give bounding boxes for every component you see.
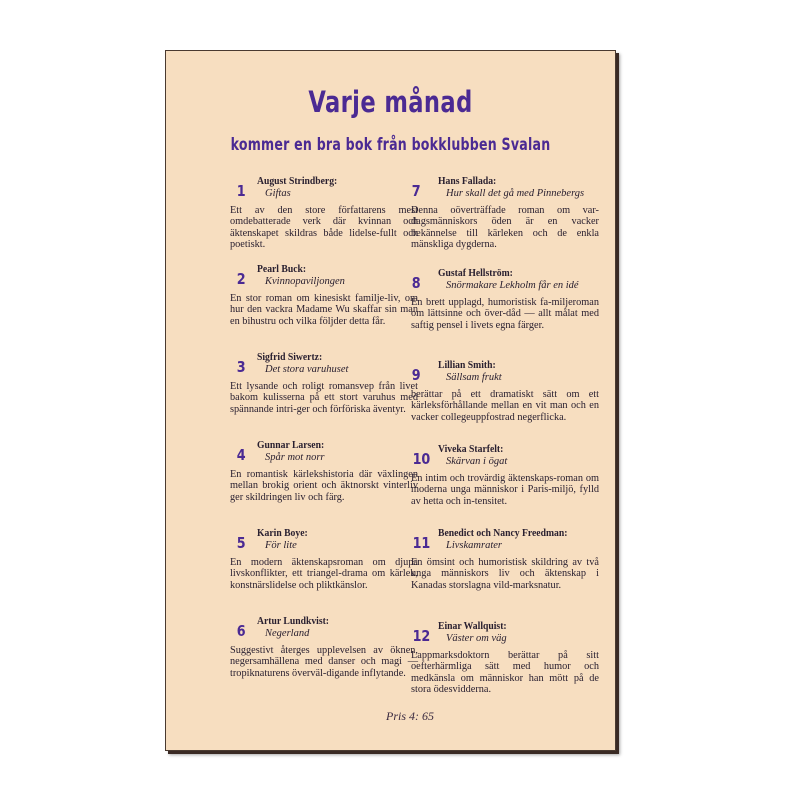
book-description: En ömsint och humoristisk skildring av två unga människors liv och äktenskap i Kanadas storslagna vild-marksnatur. — [411, 557, 599, 591]
book-author: Lillian Smith: — [438, 360, 496, 371]
book-number: 8 — [411, 274, 421, 292]
book-title: Livskamrater — [446, 540, 502, 551]
book-description: En brett upplagd, humoristisk fa-miljeroman om lättsinne och över-dåd — allt målat med saftig pensel i livets egna färger. — [411, 297, 599, 331]
book-entry — [411, 444, 599, 507]
book-description: En stor roman om kinesiskt familje-liv, om hur den vackra Madame Wu skaffar sin man en bihustru och vilka följder detta får. — [230, 293, 418, 327]
book-number: 12 — [412, 627, 431, 645]
book-number: 11 — [412, 534, 431, 552]
book-description: Ett lysande och roligt romansvep från livet bakom kulisserna på ett stort varuhus med spännande intri-ger och förföriska äventyr. — [230, 381, 418, 415]
book-number: 3 — [236, 358, 246, 376]
book-description: berättar på ett dramatiskt sätt om ett kärleksförhållande mellan en vit man och en vacker collegeuppfostrad negerflicka. — [411, 389, 599, 423]
book-entry — [411, 528, 599, 591]
book-title: Giftas — [265, 188, 291, 199]
book-author: Pearl Buck: — [257, 264, 307, 275]
book-author: Gustaf Hellström: — [438, 268, 513, 279]
price-label: Pris 4: 65 — [386, 709, 434, 723]
book-entry — [230, 176, 418, 251]
book-entry — [411, 360, 599, 423]
book-title: För lite — [265, 540, 297, 551]
book-title: Skärvan i ögat — [446, 456, 508, 467]
book-author: Einar Wallquist: — [438, 621, 507, 632]
book-number: 1 — [236, 182, 246, 200]
book-number: 2 — [236, 270, 246, 288]
book-title: Hur skall det gå med Pinnebergs — [446, 188, 585, 199]
book-page — [165, 50, 616, 751]
book-title: Väster om väg — [446, 633, 507, 644]
book-entry — [230, 528, 418, 591]
book-entry — [411, 621, 599, 696]
book-author: Gunnar Larsen: — [257, 440, 325, 451]
book-number: 4 — [236, 446, 246, 464]
book-description: En intim och trovärdig äktenskaps-roman om moderna unga människor i Paris-miljö, fylld av hetta och in-tensitet. — [411, 473, 599, 507]
book-author: Karin Boye: — [257, 528, 308, 539]
book-description: Denna oöverträffade roman om var-dagsmänniskors öden är en vacker bekännelse till kärleken och de enkla mänskliga dygderna. — [411, 205, 599, 251]
page-title: Varje månad — [308, 85, 473, 119]
book-number: 9 — [411, 366, 421, 384]
book-title: Sällsam frukt — [446, 372, 502, 383]
book-title: Negerland — [265, 628, 310, 639]
book-entry — [230, 264, 418, 327]
book-title: Snörmakare Lekholm får en idé — [446, 280, 579, 291]
book-author: Artur Lundkvist: — [257, 616, 330, 627]
book-title: Spår mot norr — [265, 452, 325, 463]
book-entry — [230, 440, 418, 503]
book-title: Det stora varuhuset — [265, 364, 349, 375]
book-entry — [230, 616, 418, 679]
book-description: Lappmarksdoktorn berättar på sitt oefterhärmliga sätt med humor och medkänsla om människor han mött på de stora ödesvidderna. — [411, 650, 599, 696]
book-description: Ett av den store författarens mest omdebatterade verk där kvinnan och äktenskapet skildras både lidelse-fullt och poetiskt. — [230, 205, 418, 251]
book-number: 10 — [412, 450, 431, 468]
book-number: 7 — [411, 182, 421, 200]
book-description: Suggestivt återges upplevelsen av öknen, negersamhällena med danser och magi — tropiknaturens överväl-digande inflytande. — [230, 645, 418, 679]
book-entry — [411, 176, 599, 251]
book-entry — [230, 352, 418, 415]
book-author: Viveka Starfelt: — [438, 444, 504, 455]
page-subtitle: kommer en bra bok från bokklubben Svalan — [230, 135, 551, 155]
book-number: 6 — [236, 622, 246, 640]
book-description: En modern äktenskapsroman om djupa livskonflikter, ett triangel-drama om kärlek, konstnärslidelse och pliktkänslor. — [230, 557, 418, 591]
book-author: Benedict och Nancy Freedman: — [438, 528, 568, 539]
book-author: Sigfrid Siwertz: — [257, 352, 323, 363]
book-number: 5 — [236, 534, 246, 552]
book-author: August Strindberg: — [257, 176, 338, 187]
book-title: Kvinnopaviljongen — [265, 276, 345, 287]
book-description: En romantisk kärlekshistoria där växlingen mellan brokig orient och äktnorskt vinterliv ger skildringen liv och färg. — [230, 469, 418, 503]
book-author: Hans Fallada: — [438, 176, 497, 187]
book-entry — [411, 268, 599, 331]
